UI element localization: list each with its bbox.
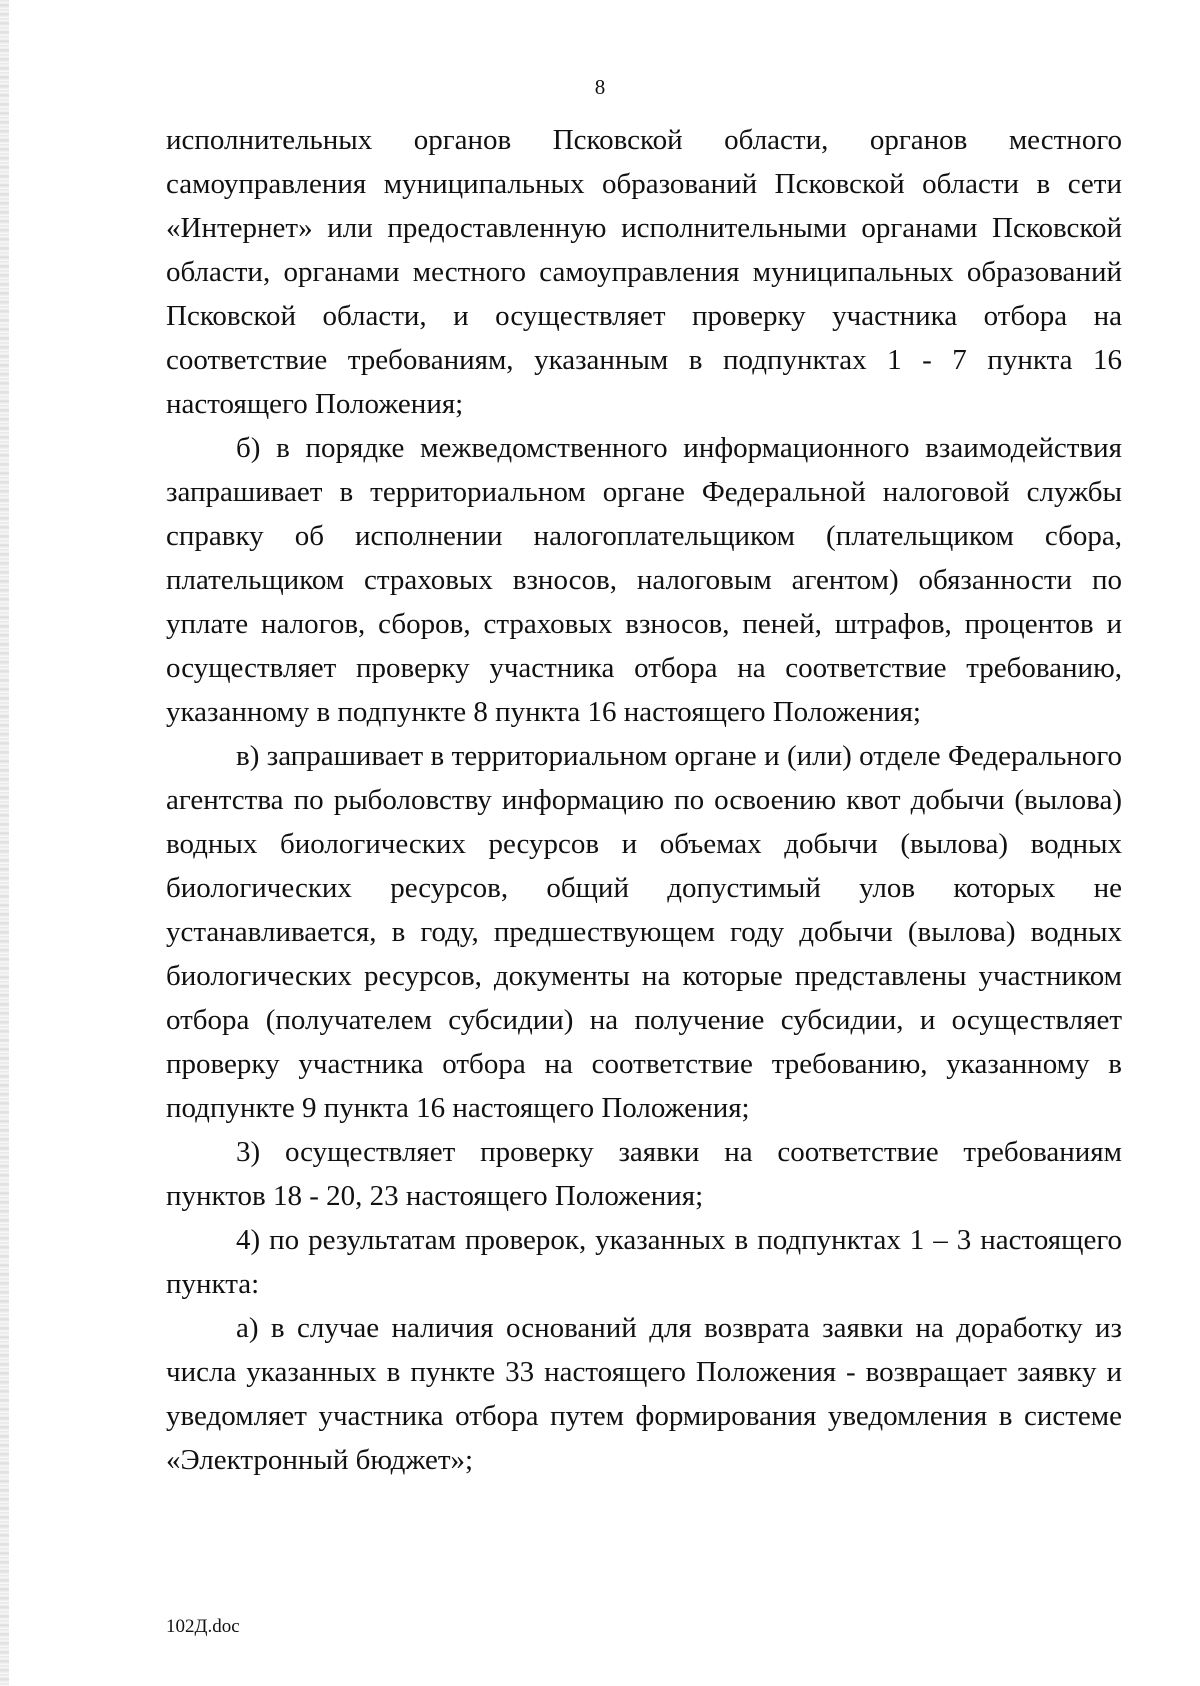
- paragraph-item-a: а) в случае наличия оснований для возврата заявки на доработку из числа указанных в пункте 33 настоящего Положения - возвращает заявку и уведомляет участника отбора путем формирования уведомления в системе «Электронный бюджет»;: [166, 1312, 1122, 1476]
- scan-edge: [0, 0, 9, 1686]
- paragraph-continuation: исполнительных органов Псковской области, органов местного самоуправления муниципальных образований Псковской области в сети «Интернет» или предоставленную исполнительными органами Псковской области, органами местного самоуправления муниципальных образований Псковской области, и осуществляет проверку участника отбора на соответствие требованиям, указанным в подпунктах 1 - 7 пункта 16 настоящего Положения;: [166, 124, 1122, 420]
- page-number: 8: [594, 75, 606, 99]
- footer-filename: 102Д.doc: [166, 1616, 240, 1637]
- paragraph-item-3: 3) осуществляет проверку заявки на соответствие требованиям пунктов 18 - 20, 23 настоящего Положения;: [166, 1136, 1122, 1212]
- paragraph-item-4: 4) по результатам проверок, указанных в подпунктах 1 – 3 настоящего пункта:: [166, 1224, 1122, 1300]
- document-body: [166, 118, 1122, 1482]
- paragraph-item-v: в) запрашивает в территориальном органе и (или) отделе Федерального агентства по рыболовству информацию по освоению квот добычи (вылова) водных биологических ресурсов и объемах добычи (вылова) водных биологических ресурсов, общий допустимый улов которых не устанавливается, в году, предшествующем году добычи (вылова) водных биологических ресурсов, документы на которые представлены участником отбора (получателем субсидии) на получение субсидии, и осуществляет проверку участника отбора на соответствие требованию, указанному в подпункте 9 пункта 16 настоящего Положения;: [166, 740, 1122, 1124]
- paragraph-item-b: б) в порядке межведомственного информационного взаимодействия запрашивает в территориальном органе Федеральной налоговой службы справку об исполнении налогоплательщиком (плательщиком сбора, плательщиком страховых взносов, налоговым агентом) обязанности по уплате налогов, сборов, страховых взносов, пеней, штрафов, процентов и осуществляет проверку участника отбора на соответствие требованию, указанному в подпункте 8 пункта 16 настоящего Положения;: [166, 432, 1122, 728]
